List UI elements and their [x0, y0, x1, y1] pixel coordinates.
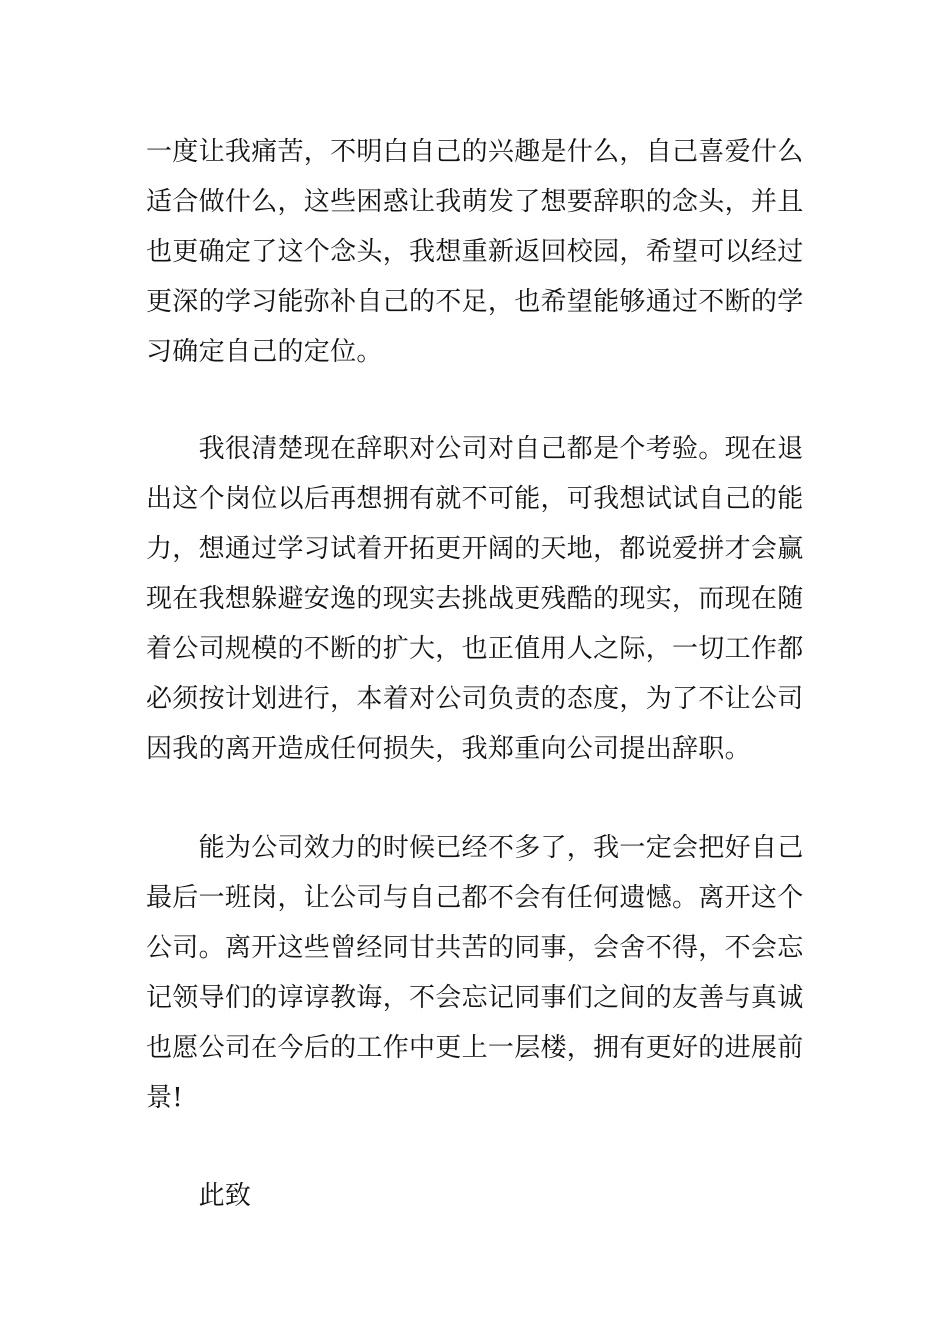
paragraph-line: 也更确定了这个念头，我想重新返回校园，希望可以经过: [146, 237, 804, 267]
paragraph-line: 力，想通过学习试着开拓更开阔的天地，都说爱拼才会赢: [146, 534, 804, 564]
paragraph-line: 适合做什么，这些困惑让我萌发了想要辞职的念头，并且: [146, 187, 804, 217]
paragraph-line: 因我的离开造成任何损失，我郑重向公司提出辞职。: [146, 734, 751, 764]
paragraph-line: 出这个岗位以后再想拥有就不可能，可我想试试自己的能: [146, 484, 804, 514]
paragraph-line: 着公司规模的不断的扩大，也正值用人之际，一切工作都: [146, 634, 804, 664]
paragraph-line: 记领导们的谆谆教诲，不会忘记同事们之间的友善与真诚: [146, 983, 804, 1013]
paragraph-line: 我很清楚现在辞职对公司对自己都是个考验。现在退: [146, 434, 804, 464]
closing-line: 此致: [146, 1181, 252, 1211]
paragraph-1: [146, 127, 810, 377]
paragraph-line: 景!: [146, 1083, 184, 1113]
paragraph-line: 必须按计划进行，本着对公司负责的态度，为了不让公司: [146, 684, 804, 714]
paragraph-3: [146, 823, 810, 1123]
paragraph-line: 一度让我痛苦，不明白自己的兴趣是什么，自己喜爱什么: [146, 137, 804, 167]
paragraph-line: 最后一班岗，让公司与自己都不会有任何遗憾。离开这个: [146, 883, 804, 913]
paragraph-line: 能为公司效力的时候已经不多了，我一定会把好自己: [146, 833, 804, 863]
paragraph-2: [146, 424, 810, 774]
paragraph-line: 公司。离开这些曾经同甘共苦的同事，会舍不得，不会忘: [146, 933, 804, 963]
paragraph-line: 现在我想躲避安逸的现实去挑战更残酷的现实，而现在随: [146, 584, 804, 614]
paragraph-line: 习确定自己的定位。: [146, 337, 383, 367]
paragraph-line: 也愿公司在今后的工作中更上一层楼，拥有更好的进展前: [146, 1033, 804, 1063]
closing-salutation: [146, 1171, 810, 1221]
paragraph-line: 更深的学习能弥补自己的不足，也希望能够通过不断的学: [146, 287, 804, 317]
